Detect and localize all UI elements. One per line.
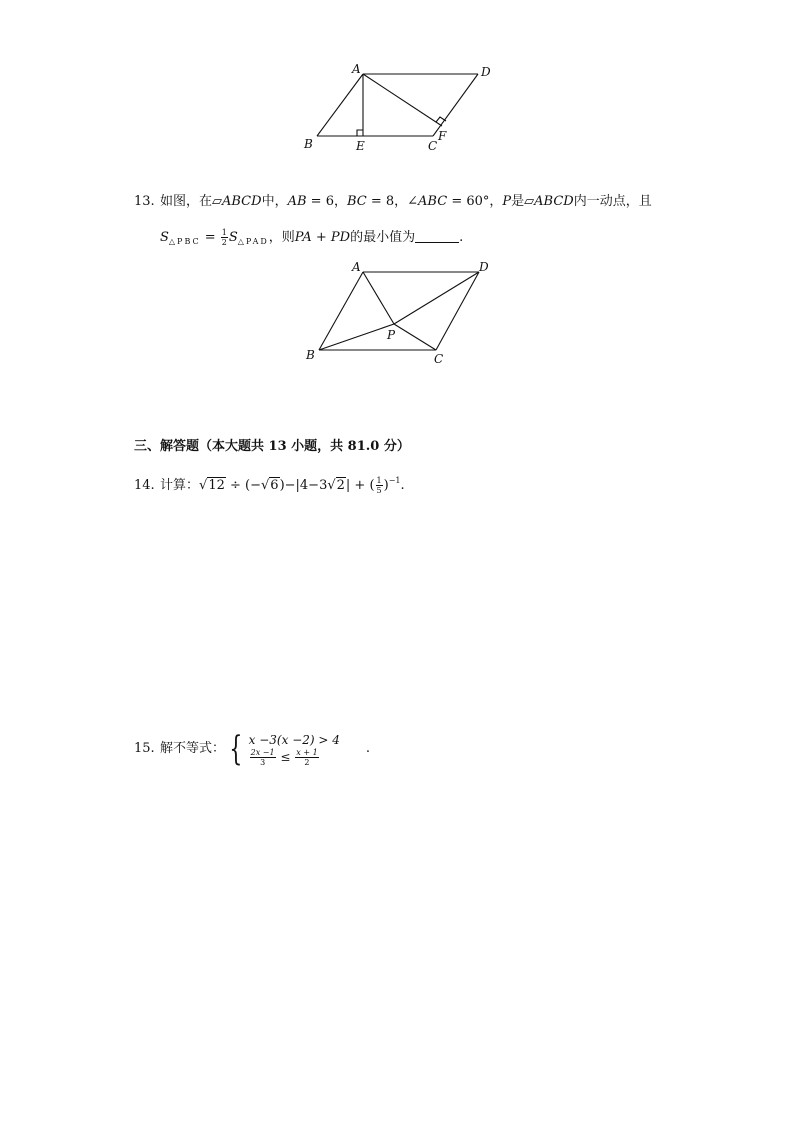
q13-subscript: △PBC [168,237,201,246]
inequality-rows [249,732,340,767]
q13-text: ，则 [268,230,295,245]
q13-math: S [228,230,238,245]
sqrt-radicand: 2 [336,478,345,493]
q15-text: 解不等式： [160,741,226,756]
q13-text: = 8，∠ [366,194,419,209]
fraction-denominator: 2 [221,238,227,247]
q13-text: = [200,230,220,245]
fraction-denominator: 3 [260,757,266,767]
q14-text: )−|4−3 [279,478,328,493]
figure2-lines [319,272,479,350]
vertex-label-e: E [356,139,365,153]
q13-math: ABCD [222,194,262,209]
fraction-left [250,748,276,767]
q14-text: 计算： [160,478,200,493]
q13-text: 是▱ [511,194,535,209]
fraction-denominator: 5 [376,486,382,495]
q13-math: ABCD [534,194,574,209]
fraction-numerator: 1 [376,476,382,485]
fraction-one-half [221,228,228,247]
fraction-numerator: 1 [221,228,227,237]
vertex-label-c: C [434,352,444,366]
question-13-line2 [160,228,463,252]
q13-subscript: △PAD [237,237,269,246]
fraction-right [295,748,318,767]
inequality-operator: ≤ [276,749,295,764]
q13-text: 的最小值为 [350,230,416,245]
vertex-label-f: F [438,129,447,143]
question-number: 13. [134,194,155,209]
q13-math: PA [294,230,312,245]
figure-parallelogram-altitudes [290,58,510,163]
section-title: 三、解答题（本大题共 13 小题，共 81.0 分） [134,439,410,454]
q13-text: 中， [261,194,288,209]
vertex-label-a: A [352,62,361,76]
q13-math: PD [330,230,351,245]
sqrt-radicand: 6 [270,478,279,493]
fraction-denominator: 2 [304,757,310,767]
q13-text: 内一动点，且 [573,194,652,209]
q14-text: ÷ (− [225,478,261,493]
q13-text: = 60°， [447,194,503,209]
q13-math: S [160,230,169,245]
figure1-lines [317,74,478,136]
fraction-numerator: x + 1 [296,747,318,757]
vertex-label-b: B [304,137,313,151]
vertex-label-d: D [479,260,489,274]
q13-math: BC [346,194,367,209]
fraction-one-fifth [376,476,383,495]
q13-text: = 6， [306,194,347,209]
q13-text: . [459,230,464,245]
q13-text: + [311,230,331,245]
question-14: 14. 计算：√12 ÷ (−√6)−|4−3√2| + ( $\frac{1}{5}$ )$^{-1}$. [134,476,405,495]
fraction-numerator: 2x −1 [250,747,275,757]
q13-math: ABC [418,194,448,209]
q14-text: | + ( [345,478,375,493]
inequality-system [225,729,340,769]
q13-math: P [502,194,512,209]
inequality-row-2 [249,748,340,767]
question-15 [134,731,370,767]
vertex-label-d: D [481,65,491,79]
q13-math: AB [287,194,307,209]
vertex-label-b: B [306,348,315,362]
question-13-line1 [134,192,652,212]
inequality-row-1: x −3(x −2) > 4 [248,732,340,747]
question-number: 15. [134,741,155,756]
vertex-label-a: A [352,260,361,274]
left-brace: { [229,729,243,769]
sqrt-radicand: 12 [208,478,225,493]
answer-blank [415,230,459,243]
vertex-label-c: C [428,139,438,153]
q15-text: . [365,741,371,756]
q14-text: . [400,478,405,493]
exponent: −1 [388,476,401,485]
figure-parallelogram-point-p [290,256,510,371]
question-number: 14. [134,478,155,493]
q14-text: ) [383,478,389,493]
q13-text: 如图，在▱ [160,194,222,209]
vertex-label-p: P [387,328,396,342]
